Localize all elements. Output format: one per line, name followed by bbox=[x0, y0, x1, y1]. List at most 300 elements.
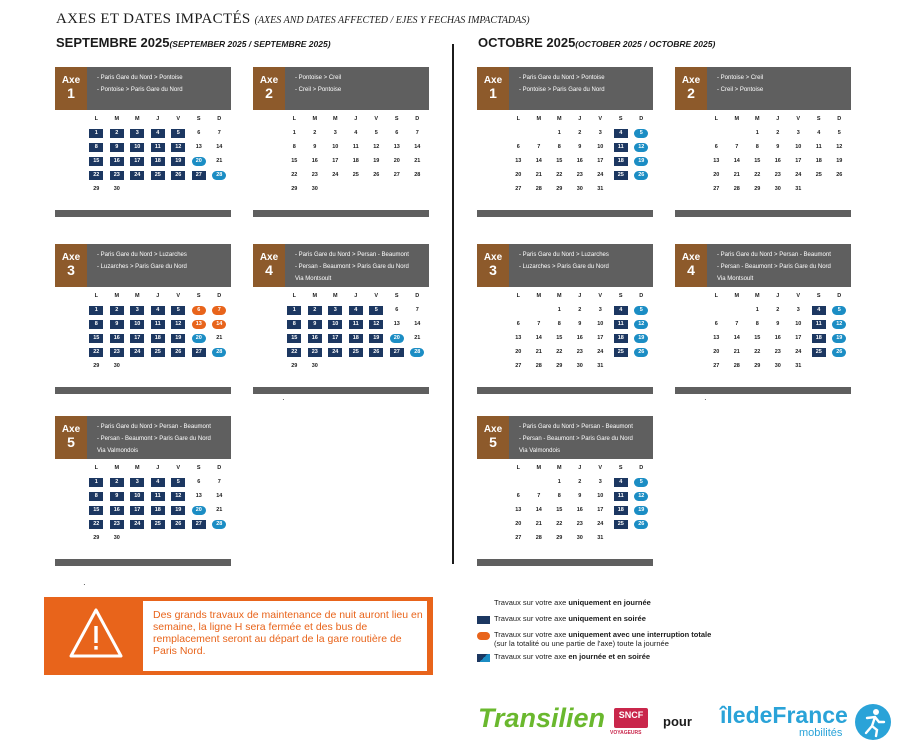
weekday-header: L bbox=[516, 116, 520, 122]
calendar-day: 27 bbox=[713, 185, 720, 192]
axe-card-1 bbox=[55, 67, 231, 217]
axe-badge bbox=[477, 416, 509, 459]
weekday-header: M bbox=[536, 465, 542, 471]
calendar-day: 24 bbox=[597, 171, 604, 178]
calendar-day: 18 bbox=[151, 506, 165, 515]
calendar-day: 10 bbox=[597, 143, 604, 150]
calendar-day: 30 bbox=[113, 534, 120, 541]
stray-mark: · bbox=[282, 395, 285, 404]
calendar-day: 8 bbox=[89, 143, 103, 152]
calendar-day: 30 bbox=[113, 362, 120, 369]
axe-header bbox=[675, 67, 851, 110]
weekday-header: D bbox=[837, 293, 842, 299]
calendar-day: 11 bbox=[614, 492, 628, 501]
calendar-day: 4 bbox=[151, 478, 165, 487]
axe-header bbox=[477, 416, 653, 459]
calendar-day: 3 bbox=[796, 129, 800, 136]
weekday-header: D bbox=[837, 116, 842, 122]
calendar-day: 17 bbox=[130, 334, 144, 343]
calendar-day: 28 bbox=[410, 348, 424, 357]
axe-label: Axe bbox=[259, 75, 279, 86]
calendar-day: 25 bbox=[352, 171, 359, 178]
calendar-day: 13 bbox=[515, 334, 522, 341]
calendar-day: 10 bbox=[130, 143, 144, 152]
legend-swatch-both bbox=[477, 654, 490, 662]
calendar-day: 16 bbox=[110, 334, 124, 343]
calendar-day: 4 bbox=[349, 306, 363, 315]
route-line: - Pontoise > Paris Gare du Nord bbox=[519, 87, 605, 93]
route-line: - Paris Gare du Nord > Persan - Beaumont bbox=[295, 252, 409, 258]
calendar-day: 31 bbox=[795, 362, 802, 369]
legend-strong: uniquement en soirée bbox=[568, 614, 646, 623]
calendar-day: 25 bbox=[815, 171, 822, 178]
calendar-day: 19 bbox=[832, 334, 846, 343]
calendar-day: 5 bbox=[832, 306, 846, 315]
calendar-day: 27 bbox=[192, 348, 206, 357]
route-line: - Paris Gare du Nord > Pontoise bbox=[519, 75, 605, 81]
calendar-day: 2 bbox=[578, 306, 582, 313]
calendar-day: 16 bbox=[311, 157, 318, 164]
legend-item-evening bbox=[477, 614, 737, 630]
route-line: - Paris Gare du Nord > Persan - Beaumont bbox=[717, 252, 831, 258]
weekday-header: M bbox=[134, 293, 140, 299]
legend-strong: en journée et en soirée bbox=[568, 652, 651, 661]
route-line: - Paris Gare du Nord > Luzarches bbox=[97, 252, 187, 258]
calendar-day: 11 bbox=[151, 143, 165, 152]
calendar-day: 22 bbox=[89, 171, 103, 180]
calendar-day: 18 bbox=[614, 157, 628, 166]
weekday-header: L bbox=[516, 465, 520, 471]
calendar-day: 31 bbox=[597, 362, 604, 369]
route-line: - Pontoise > Creil bbox=[295, 75, 342, 81]
calendar-day: 1 bbox=[292, 129, 296, 136]
weekday-header: M bbox=[556, 116, 562, 122]
weekday-header: V bbox=[598, 116, 603, 122]
calendar-day: 19 bbox=[373, 157, 380, 164]
calendar-day: 24 bbox=[130, 171, 144, 180]
route-line: - Paris Gare du Nord > Luzarches bbox=[519, 252, 609, 258]
weekday-header: D bbox=[639, 465, 644, 471]
calendar-day: 22 bbox=[754, 348, 761, 355]
calendar-day: 31 bbox=[597, 534, 604, 541]
calendar-day: 14 bbox=[535, 506, 542, 513]
calendar-day: 5 bbox=[369, 306, 383, 315]
calendar-day: 14 bbox=[414, 143, 421, 150]
calendar-day: 30 bbox=[576, 534, 583, 541]
axe-label: Axe bbox=[483, 424, 503, 435]
calendar-day: 8 bbox=[557, 492, 561, 499]
axe-badge bbox=[675, 244, 707, 287]
calendar-day: 28 bbox=[212, 520, 226, 529]
axe-label: Axe bbox=[61, 75, 81, 86]
calendar-day: 18 bbox=[812, 334, 826, 343]
route-line: Via Valmondois bbox=[519, 448, 561, 454]
calendar-day: 29 bbox=[556, 362, 563, 369]
axe-card-4 bbox=[253, 244, 429, 394]
calendar-day: 3 bbox=[598, 478, 602, 485]
calendar-grid bbox=[86, 461, 230, 545]
calendar-day: 26 bbox=[634, 520, 648, 529]
route-line: Via Valmondois bbox=[97, 448, 139, 454]
weekday-header: M bbox=[734, 116, 740, 122]
calendar-day: 20 bbox=[515, 520, 522, 527]
calendar-day: 4 bbox=[614, 306, 628, 315]
legend-strong: uniquement avec une interruption totale bbox=[568, 630, 712, 639]
calendar-day: 22 bbox=[556, 520, 563, 527]
calendar-day: 25 bbox=[349, 348, 363, 357]
weekday-header: L bbox=[714, 116, 718, 122]
calendar-day: 24 bbox=[328, 348, 342, 357]
calendar-day: 9 bbox=[776, 320, 780, 327]
calendar-day: 27 bbox=[515, 362, 522, 369]
calendar-day: 15 bbox=[754, 334, 761, 341]
calendar-day: 22 bbox=[89, 520, 103, 529]
axe-card-2 bbox=[253, 67, 429, 217]
calendar-day: 24 bbox=[795, 348, 802, 355]
page-title bbox=[56, 11, 530, 28]
axe-header bbox=[55, 67, 231, 110]
calendar-day: 19 bbox=[836, 157, 843, 164]
calendar-day: 26 bbox=[171, 171, 185, 180]
calendar-day: 28 bbox=[212, 171, 226, 180]
axe-card-3 bbox=[477, 244, 653, 394]
route-line: - Luzarches > Paris Gare du Nord bbox=[519, 264, 609, 270]
calendar-day: 19 bbox=[171, 334, 185, 343]
calendar-day: 3 bbox=[130, 129, 144, 138]
calendar-day: 20 bbox=[192, 506, 206, 515]
card-footer-bar bbox=[675, 387, 851, 394]
calendar-day: 27 bbox=[713, 362, 720, 369]
weekday-header: S bbox=[196, 465, 201, 471]
calendar-day: 7 bbox=[537, 143, 541, 150]
axe-header bbox=[477, 244, 653, 287]
weekday-header: S bbox=[618, 465, 623, 471]
calendar-day: 21 bbox=[733, 171, 740, 178]
calendar-day: 11 bbox=[151, 492, 165, 501]
calendar-grid bbox=[508, 112, 652, 196]
calendar-day: 20 bbox=[515, 171, 522, 178]
month-name: SEPTEMBRE 2025 bbox=[56, 35, 170, 50]
weekday-header: M bbox=[332, 293, 338, 299]
calendar-day: 11 bbox=[151, 320, 165, 329]
weekday-header: S bbox=[816, 116, 821, 122]
axe-route-description bbox=[285, 244, 429, 287]
calendar-day: 18 bbox=[352, 157, 359, 164]
calendar-day: 18 bbox=[815, 157, 822, 164]
calendar-day: 18 bbox=[614, 506, 628, 515]
calendar-day: 16 bbox=[774, 157, 781, 164]
calendar-day: 11 bbox=[812, 320, 826, 329]
calendar-day: 14 bbox=[216, 143, 223, 150]
axe-header bbox=[55, 416, 231, 459]
calendar-day: 25 bbox=[151, 520, 165, 529]
route-line: - Paris Gare du Nord > Pontoise bbox=[97, 75, 183, 81]
calendar-day: 22 bbox=[287, 348, 301, 357]
calendar-day: 29 bbox=[754, 362, 761, 369]
calendar-day: 20 bbox=[713, 171, 720, 178]
title-text: AXES ET DATES IMPACTÉS bbox=[56, 11, 251, 27]
legend-swatch-full bbox=[477, 632, 490, 640]
calendar-day: 5 bbox=[374, 129, 378, 136]
calendar-day: 16 bbox=[110, 157, 124, 166]
weekday-header: S bbox=[394, 293, 399, 299]
weekday-header: D bbox=[217, 465, 222, 471]
axe-badge bbox=[477, 244, 509, 287]
calendar-day: 16 bbox=[576, 334, 583, 341]
calendar-day: 5 bbox=[171, 129, 185, 138]
calendar-day: 17 bbox=[332, 157, 339, 164]
calendar-day: 3 bbox=[796, 306, 800, 313]
weekday-header: M bbox=[754, 293, 760, 299]
calendar-day: 17 bbox=[130, 506, 144, 515]
calendar-day: 6 bbox=[395, 129, 399, 136]
calendar-day: 4 bbox=[354, 129, 358, 136]
calendar-day: 27 bbox=[515, 185, 522, 192]
calendar-day: 10 bbox=[328, 320, 342, 329]
calendar-grid bbox=[284, 289, 428, 373]
axe-route-description bbox=[87, 416, 231, 459]
calendar-day: 24 bbox=[597, 520, 604, 527]
axe-number: 5 bbox=[489, 434, 497, 450]
weekday-header: J bbox=[354, 293, 358, 299]
calendar-day: 29 bbox=[291, 185, 298, 192]
calendar-grid bbox=[508, 289, 652, 373]
calendar-day: 3 bbox=[333, 129, 337, 136]
calendar-day: 10 bbox=[597, 492, 604, 499]
calendar-day: 8 bbox=[557, 143, 561, 150]
calendar-day: 1 bbox=[755, 306, 759, 313]
card-footer-bar bbox=[477, 559, 653, 566]
calendar-day: 25 bbox=[812, 348, 826, 357]
calendar-day: 15 bbox=[556, 334, 563, 341]
calendar-day: 26 bbox=[634, 171, 648, 180]
calendar-day: 8 bbox=[755, 320, 759, 327]
calendar-day: 27 bbox=[515, 534, 522, 541]
calendar-day: 12 bbox=[369, 320, 383, 329]
card-footer-bar bbox=[55, 387, 231, 394]
calendar-day: 21 bbox=[535, 348, 542, 355]
warning-icon bbox=[68, 606, 124, 662]
calendar-day: 2 bbox=[578, 129, 582, 136]
calendar-day: 16 bbox=[308, 334, 322, 343]
month-divider bbox=[452, 44, 454, 564]
calendar-day: 17 bbox=[597, 506, 604, 513]
calendar-day: 17 bbox=[795, 157, 802, 164]
weekday-header: M bbox=[312, 116, 318, 122]
calendar-day: 29 bbox=[93, 362, 100, 369]
axe-card-2 bbox=[675, 67, 851, 217]
calendar-day: 7 bbox=[217, 129, 221, 136]
calendar-day: 23 bbox=[774, 171, 781, 178]
weekday-header: S bbox=[196, 116, 201, 122]
axe-header bbox=[675, 244, 851, 287]
calendar-day: 27 bbox=[192, 171, 206, 180]
axe-header bbox=[55, 244, 231, 287]
calendar-day: 2 bbox=[776, 306, 780, 313]
calendar-day: 12 bbox=[634, 492, 648, 501]
route-line: - Persan - Beaumont > Paris Gare du Nord bbox=[519, 436, 633, 442]
legend-swatch-evening bbox=[477, 616, 490, 624]
calendar-day: 14 bbox=[414, 320, 421, 327]
calendar-grid bbox=[706, 289, 850, 373]
axe-label: Axe bbox=[483, 252, 503, 263]
weekday-header: V bbox=[176, 116, 181, 122]
calendar-day: 30 bbox=[311, 185, 318, 192]
calendar-day: 30 bbox=[576, 362, 583, 369]
calendar-day: 8 bbox=[89, 492, 103, 501]
pour-text: pour bbox=[663, 714, 692, 729]
calendar-day: 30 bbox=[311, 362, 318, 369]
calendar-day: 18 bbox=[349, 334, 363, 343]
calendar-day: 16 bbox=[576, 157, 583, 164]
calendar-day: 11 bbox=[815, 143, 822, 150]
calendar-day: 5 bbox=[634, 129, 648, 138]
route-line: - Paris Gare du Nord > Persan - Beaumont bbox=[97, 424, 211, 430]
calendar-day: 25 bbox=[614, 520, 628, 529]
route-line: - Paris Gare du Nord > Persan - Beaumont bbox=[519, 424, 633, 430]
calendar-day: 12 bbox=[836, 143, 843, 150]
axe-badge bbox=[253, 244, 285, 287]
calendar-day: 19 bbox=[634, 334, 648, 343]
axe-number: 3 bbox=[67, 262, 75, 278]
calendar-day: 22 bbox=[556, 171, 563, 178]
calendar-day: 13 bbox=[515, 157, 522, 164]
route-line: - Persan - Beaumont > Paris Gare du Nord bbox=[717, 264, 831, 270]
calendar-day: 10 bbox=[130, 492, 144, 501]
calendar-day: 16 bbox=[774, 334, 781, 341]
calendar-day: 9 bbox=[110, 143, 124, 152]
axe-route-description bbox=[285, 67, 429, 110]
calendar-day: 7 bbox=[537, 492, 541, 499]
calendar-day: 6 bbox=[714, 143, 718, 150]
calendar-day: 23 bbox=[576, 520, 583, 527]
calendar-day: 13 bbox=[192, 320, 206, 329]
calendar-day: 16 bbox=[110, 506, 124, 515]
weekday-header: V bbox=[598, 465, 603, 471]
calendar-day: 2 bbox=[776, 129, 780, 136]
calendar-day: 1 bbox=[89, 129, 103, 138]
calendar-day: 2 bbox=[110, 306, 124, 315]
axe-label: Axe bbox=[259, 252, 279, 263]
calendar-day: 9 bbox=[578, 492, 582, 499]
axe-badge bbox=[253, 67, 285, 110]
calendar-day: 5 bbox=[171, 306, 185, 315]
calendar-day: 21 bbox=[216, 157, 223, 164]
legend-prefix: Travaux sur votre axe bbox=[494, 630, 569, 639]
month-header-september bbox=[56, 35, 331, 50]
axe-route-description bbox=[707, 67, 851, 110]
weekday-header: D bbox=[217, 293, 222, 299]
axe-card-1 bbox=[477, 67, 653, 217]
calendar-day: 17 bbox=[597, 157, 604, 164]
calendar-day: 9 bbox=[776, 143, 780, 150]
calendar-day: 27 bbox=[390, 348, 404, 357]
stray-mark: · bbox=[704, 395, 707, 404]
calendar-day: 14 bbox=[535, 157, 542, 164]
weekday-header: M bbox=[114, 293, 120, 299]
weekday-header: M bbox=[134, 465, 140, 471]
calendar-day: 15 bbox=[556, 506, 563, 513]
axe-badge bbox=[477, 67, 509, 110]
calendar-grid bbox=[508, 461, 652, 545]
axe-route-description bbox=[509, 244, 653, 287]
axe-header bbox=[253, 67, 429, 110]
card-footer-bar bbox=[253, 387, 429, 394]
calendar-day: 13 bbox=[393, 320, 400, 327]
calendar-day: 23 bbox=[576, 348, 583, 355]
calendar-day: 20 bbox=[192, 157, 206, 166]
calendar-day: 30 bbox=[774, 185, 781, 192]
calendar-day: 1 bbox=[557, 129, 561, 136]
legend-item-day bbox=[477, 598, 737, 614]
calendar-day: 20 bbox=[393, 157, 400, 164]
weekday-header: M bbox=[734, 293, 740, 299]
axe-badge bbox=[675, 67, 707, 110]
calendar-day: 6 bbox=[395, 306, 399, 313]
calendar-day: 26 bbox=[832, 348, 846, 357]
route-line: - Persan - Beaumont > Paris Gare du Nord bbox=[97, 436, 211, 442]
route-line: - Creil > Pontoise bbox=[295, 87, 342, 93]
weekday-header: V bbox=[176, 465, 181, 471]
calendar-day: 5 bbox=[837, 129, 841, 136]
axe-route-description bbox=[87, 244, 231, 287]
calendar-day: 15 bbox=[89, 334, 103, 343]
weekday-header: M bbox=[312, 293, 318, 299]
calendar-day: 12 bbox=[634, 320, 648, 329]
weekday-header: J bbox=[156, 293, 160, 299]
calendar-day: 28 bbox=[414, 171, 421, 178]
calendar-day: 21 bbox=[733, 348, 740, 355]
route-line: - Creil > Pontoise bbox=[717, 87, 764, 93]
axe-route-description bbox=[87, 67, 231, 110]
calendar-day: 12 bbox=[373, 143, 380, 150]
calendar-day: 15 bbox=[556, 157, 563, 164]
axe-badge bbox=[55, 67, 87, 110]
calendar-day: 20 bbox=[515, 348, 522, 355]
legend-suffix: (sur la totalité ou une partie de l'axe) toute la journée bbox=[494, 639, 669, 648]
calendar-day: 2 bbox=[110, 129, 124, 138]
idf-logo: îledeFrance bbox=[720, 702, 848, 728]
weekday-header: V bbox=[796, 116, 801, 122]
axe-number: 1 bbox=[489, 85, 497, 101]
calendar-day: 11 bbox=[614, 143, 628, 152]
calendar-day: 17 bbox=[130, 157, 144, 166]
calendar-day: 29 bbox=[556, 534, 563, 541]
calendar-day: 14 bbox=[212, 320, 226, 329]
calendar-day: 2 bbox=[110, 478, 124, 487]
alert-text: Des grands travaux de maintenance de nuit auront lieu en semaine, la ligne H sera fermée et des bus de remplacement seront au départ de la gare routière de Paris Nord. bbox=[153, 609, 423, 657]
calendar-day: 26 bbox=[171, 520, 185, 529]
weekday-header: V bbox=[374, 293, 379, 299]
weekday-header: V bbox=[374, 116, 379, 122]
calendar-day: 24 bbox=[795, 171, 802, 178]
legend-prefix: Travaux sur votre axe bbox=[494, 598, 569, 607]
calendar-day: 30 bbox=[576, 185, 583, 192]
calendar-day: 26 bbox=[836, 171, 843, 178]
calendar-day: 10 bbox=[597, 320, 604, 327]
calendar-day: 6 bbox=[714, 320, 718, 327]
calendar-day: 15 bbox=[291, 157, 298, 164]
calendar-day: 3 bbox=[130, 306, 144, 315]
calendar-day: 11 bbox=[614, 320, 628, 329]
calendar-day: 19 bbox=[171, 157, 185, 166]
weekday-header: J bbox=[578, 116, 582, 122]
axe-number: 3 bbox=[489, 262, 497, 278]
calendar-day: 4 bbox=[812, 306, 826, 315]
calendar-day: 1 bbox=[89, 478, 103, 487]
calendar-day: 10 bbox=[795, 143, 802, 150]
weekday-header: M bbox=[536, 293, 542, 299]
